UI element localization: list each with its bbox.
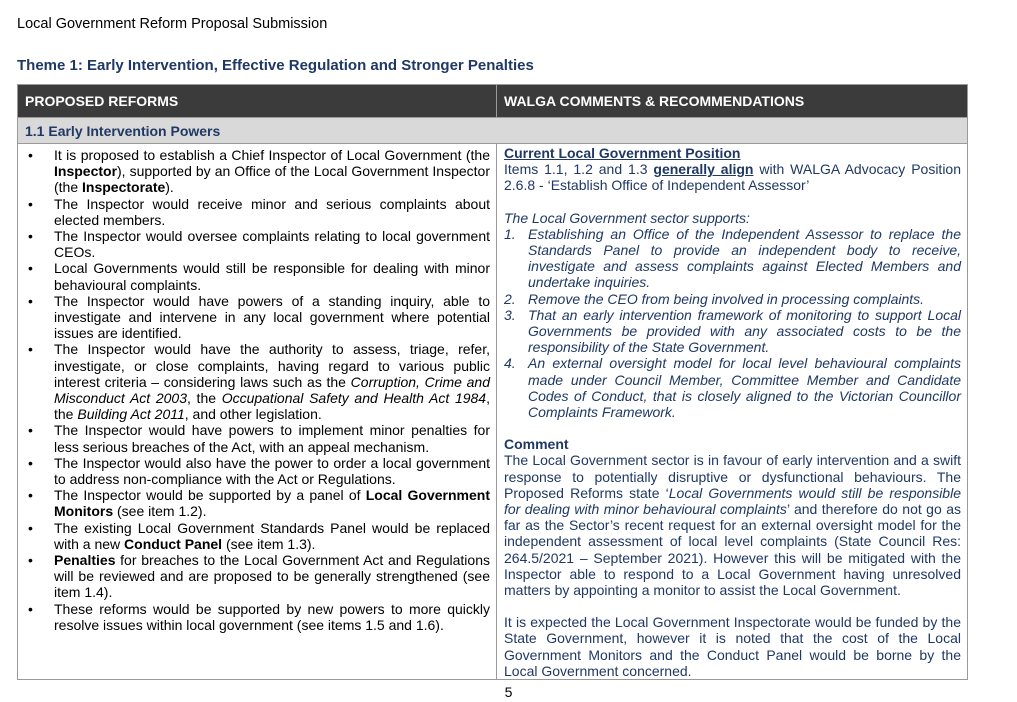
comment-paragraph-2: It is expected the Local Government Inspectorate would be funded by the State Government, however it is noted that the cost of the Local Government Monitors and the Conduct Panel would be borne by the Local Government concerned. [504, 614, 961, 679]
reform-item: • The Inspector would have the authority to assess, triage, refer, investigate, or close complaints, having regard to various public interest criteria – considering laws such as the Corruption, Crime and Misconduct Act 2003, the Occupational Safety and Health Act 1984, the Building Act 2011, and other legislation. [26, 341, 490, 422]
reform-item: • The Inspector would have powers of a standing inquiry, able to investigate and intervene in any local government where potential issues are identified. [26, 293, 490, 342]
reform-item: • The existing Local Government Standards Panel would be replaced with a new Conduct Panel (see item 1.3). [26, 520, 490, 552]
reforms-list [26, 147, 490, 633]
column-header-walga-comments: WALGA COMMENTS & RECOMMENDATIONS [497, 85, 968, 118]
reform-item: • The Inspector would also have the power to order a local government to address non-compliance with the Act or Regulations. [26, 455, 490, 487]
reform-item: • Penalties for breaches to the Local Government Act and Regulations will be reviewed and are proposed to be generally strengthened (see item 1.4). [26, 552, 490, 601]
walga-comments-cell [497, 144, 968, 680]
reform-item: • The Inspector would oversee complaints relating to local government CEOs. [26, 228, 490, 260]
proposed-reforms-cell [18, 144, 497, 680]
reform-item: • These reforms would be supported by new powers to more quickly resolve issues within local government (see items 1.5 and 1.6). [26, 601, 490, 633]
reform-item: • Local Governments would still be responsible for dealing with minor behavioural complaints. [26, 260, 490, 292]
comment-heading: Comment [504, 436, 569, 453]
reform-item: • The Inspector would have powers to implement minor penalties for less serious breaches of the Act, with an appeal mechanism. [26, 422, 490, 454]
page-number: 5 [504, 684, 513, 700]
document-header: Local Government Reform Proposal Submission [17, 16, 328, 32]
reform-item: • The Inspector would receive minor and serious complaints about elected members. [26, 196, 490, 228]
reform-item: • The Inspector would be supported by a panel of Local Government Monitors (see item 1.2). [26, 487, 490, 519]
support-item: 1. Establishing an Office of the Independent Assessor to replace the Standards Panel to provide an independent body to receive, investigate and assess complaints against Elected Members and undertake inquiries. [504, 225, 961, 291]
support-item: 4. An external oversight model for local level behavioural complaints made under Council Member, Committee Member and Candidate Codes of Conduct, that is closely aligned to the Victorian Councillor Complaints Framework. [504, 355, 961, 421]
theme-title: Theme 1: Early Intervention, Effective Regulation and Stronger Penalties [17, 57, 534, 74]
section-heading: 1.1 Early Intervention Powers [18, 118, 968, 144]
reform-item: • It is proposed to establish a Chief Inspector of Local Government (the Inspector), supported by an Office of the Local Government Inspector (the Inspectorate). [26, 147, 490, 196]
position-heading: Current Local Government Position [504, 145, 741, 161]
supports-list [504, 226, 961, 420]
support-item: 3. That an early intervention framework of monitoring to support Local Governments be provided with any associated costs to be the responsibility of the State Government. [504, 306, 961, 356]
position-text: Items 1.1, 1.2 and 1.3 generally align with WALGA Advocacy Position 2.6.8 - ‘Establish Office of Independent Assessor’ [504, 161, 961, 194]
reforms-table [17, 84, 968, 680]
supports-intro: The Local Government sector supports: [504, 209, 750, 226]
column-header-proposed-reforms: PROPOSED REFORMS [18, 85, 497, 118]
comment-paragraph-1: The Local Government sector is in favour of early intervention and a swift response to potentially disruptive or dysfunctional behaviours. The Proposed Reforms state ‘Local Governments would still be responsible for dealing with minor behavioural complaints’ and therefore do not go as far as the Sector’s recent request for an external oversight model for the independent assessment of local level complaints (State Council Res: 264.5/2021 – September 2021). However this will be mitigated with the Inspector able to respond to a Local Government having unresolved matters by appointing a monitor to assist the Local Government. [504, 452, 961, 599]
support-item: 2. Remove the CEO from being involved in processing complaints. [504, 290, 925, 307]
